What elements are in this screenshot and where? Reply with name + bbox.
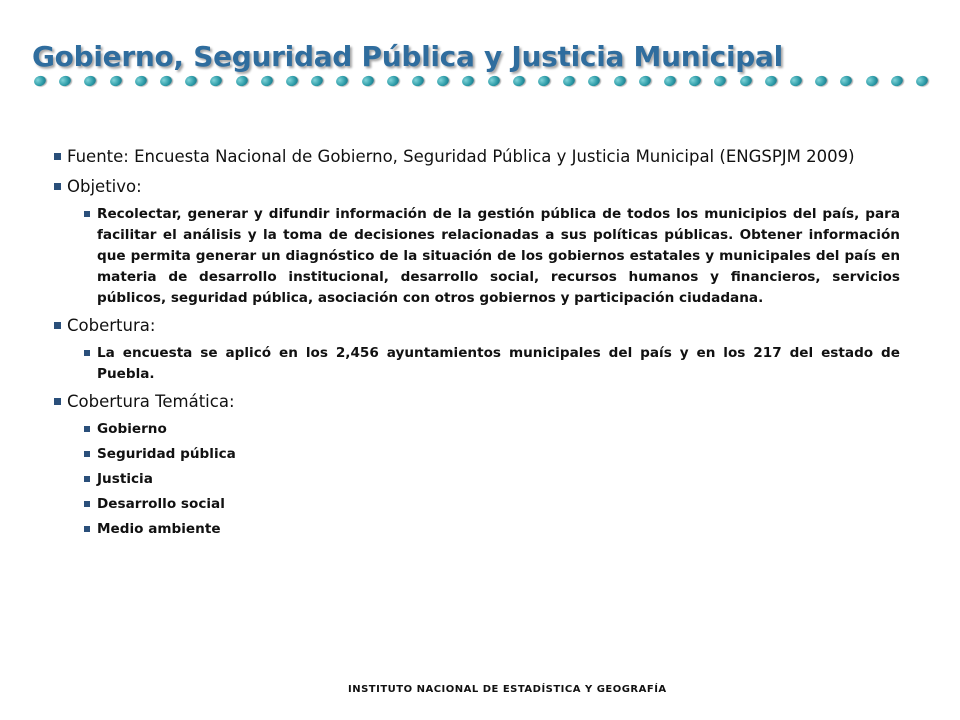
decorative-dot [385, 74, 400, 88]
square-bullet-icon [84, 501, 90, 507]
decorative-dot [108, 74, 123, 88]
decorative-dot [83, 74, 98, 88]
bullet-objetivo [52, 174, 900, 200]
cobertura-item [82, 343, 900, 385]
decorative-dot [133, 74, 148, 88]
tematica-item [82, 519, 900, 540]
decorative-dot [738, 74, 753, 88]
bullet-fuente [52, 144, 900, 170]
bullet-cobertura [52, 313, 900, 339]
objetivo-heading: Objetivo: [67, 177, 142, 196]
decorative-dot [511, 74, 526, 88]
square-bullet-icon [84, 211, 90, 217]
decorative-dot [637, 74, 652, 88]
square-bullet-icon [84, 526, 90, 532]
decorative-dot [209, 74, 224, 88]
tematica-item [82, 444, 900, 465]
tematica-item-gobierno: Gobierno [97, 421, 167, 437]
decorative-dot [461, 74, 476, 88]
decorative-dot [184, 74, 199, 88]
decorative-dot [159, 74, 174, 88]
square-bullet-icon [84, 350, 90, 356]
decorative-dot [58, 74, 73, 88]
square-bullet-icon [84, 426, 90, 432]
square-bullet-icon [54, 183, 61, 190]
tematica-item-seguridad: Seguridad pública [97, 446, 236, 462]
decorative-dot [562, 74, 577, 88]
cobertura-text: La encuesta se aplicó en los 2,456 ayuntamientos municipales del país y en los 217 del estado de Puebla. [97, 345, 900, 382]
tematica-item-justicia: Justicia [97, 471, 153, 487]
decorative-dot [436, 74, 451, 88]
decorative-dot [612, 74, 627, 88]
decorative-dot [814, 74, 829, 88]
tematica-heading: Cobertura Temática: [67, 392, 235, 411]
decorative-dot [713, 74, 728, 88]
decorative-dot-line [34, 76, 934, 96]
tematica-item-medio-ambiente: Medio ambiente [97, 521, 221, 537]
tematica-item [82, 469, 900, 490]
decorative-dot [335, 74, 350, 88]
decorative-dot [259, 74, 274, 88]
tematica-item-desarrollo: Desarrollo social [97, 496, 225, 512]
decorative-dot [864, 74, 879, 88]
cobertura-heading: Cobertura: [67, 316, 156, 335]
tematica-item [82, 419, 900, 440]
square-bullet-icon [54, 398, 61, 405]
slide-content [52, 144, 900, 544]
objetivo-text: Recolectar, generar y difundir información de la gestión pública de todos los municipios del país, para facilitar el análisis y la toma de decisiones relacionadas a sus políticas públicas. Obtener información que permita generar un diagnóstico de la situación de los gobiernos estatales y municipales del país en materia de desarrollo institucional, desarrollo social, recursos humanos y financieros, servicios públicos, seguridad pública, asociación con otros gobiernos y participación ciudadana. [97, 206, 900, 306]
decorative-dot [587, 74, 602, 88]
square-bullet-icon [84, 476, 90, 482]
decorative-dot [486, 74, 501, 88]
decorative-dot [889, 74, 904, 88]
slide-title: Gobierno, Seguridad Pública y Justicia Municipal [32, 40, 783, 73]
footer-institution: INSTITUTO NACIONAL DE ESTADÍSTICA Y GEOGRAFÍA [348, 684, 667, 695]
square-bullet-icon [84, 451, 90, 457]
decorative-dot [33, 74, 48, 88]
decorative-dot [789, 74, 804, 88]
decorative-dot [663, 74, 678, 88]
bullet-cobertura-tematica [52, 389, 900, 415]
tematica-item [82, 494, 900, 515]
decorative-dot [839, 74, 854, 88]
decorative-dot [688, 74, 703, 88]
fuente-text: Fuente: Encuesta Nacional de Gobierno, Seguridad Pública y Justicia Municipal (ENGSPJM 2009) [67, 147, 855, 166]
objetivo-item [82, 204, 900, 309]
decorative-dot [285, 74, 300, 88]
decorative-dot [234, 74, 249, 88]
decorative-dot [360, 74, 375, 88]
decorative-dot [915, 74, 930, 88]
decorative-dot [763, 74, 778, 88]
decorative-dot [537, 74, 552, 88]
decorative-dot [310, 74, 325, 88]
square-bullet-icon [54, 322, 61, 329]
decorative-dot [411, 74, 426, 88]
square-bullet-icon [54, 153, 61, 160]
